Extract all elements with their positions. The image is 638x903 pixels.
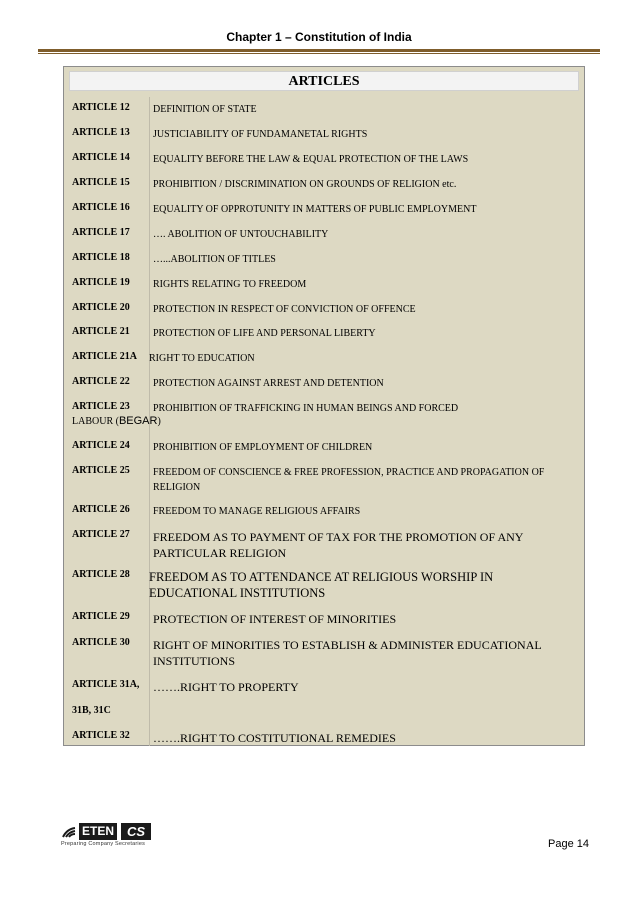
article-number: ARTICLE 14 <box>72 152 130 163</box>
article-description: RIGHT OF MINORITIES TO ESTABLISH & ADMINISTER EDUCATIONAL INSTITUTIONS <box>153 638 542 668</box>
article-description: FREEDOM AS TO ATTENDANCE AT RELIGIOUS WORSHIP IN EDUCATIONAL INSTITUTIONS <box>149 570 494 600</box>
article-number: ARTICLE 24 <box>72 440 130 451</box>
article-number: ARTICLE 21 <box>72 326 130 337</box>
article-description: …….RIGHT TO PROPERTY <box>153 680 299 694</box>
article-description-continued <box>72 415 161 427</box>
logo-tagline: Preparing Company Secretaries <box>61 841 146 847</box>
article-description: JUSTICIABILITY OF FUNDAMANETAL RIGHTS <box>153 129 368 140</box>
article-description: PROTECTION AGAINST ARREST AND DETENTION <box>153 378 384 389</box>
article-description: …. ABOLITION OF UNTOUCHABILITY <box>153 229 329 240</box>
page-header-title: Chapter 1 – Constitution of India <box>226 30 412 44</box>
article-description: EQUALITY OF OPPROTUNITY IN MATTERS OF PUBLIC EMPLOYMENT <box>153 204 477 215</box>
article-description: PROHIBITION OF EMPLOYMENT OF CHILDREN <box>153 442 373 453</box>
article-number: ARTICLE 22 <box>72 376 130 387</box>
article-number: 31B, 31C <box>72 705 111 716</box>
article-number: ARTICLE 30 <box>72 637 130 648</box>
article-description: …...ABOLITION OF TITLES <box>153 254 276 265</box>
article-description: PROTECTION IN RESPECT OF CONVICTION OF OFFENCE <box>153 304 416 315</box>
header-rule <box>38 49 600 52</box>
article-number: ARTICLE 18 <box>72 252 130 263</box>
article-description: PROTECTION OF LIFE AND PERSONAL LIBERTY <box>153 328 376 339</box>
cont-suffix: ) <box>157 416 161 427</box>
logo-eten-text: ETEN <box>79 823 117 840</box>
article-number: ARTICLE 17 <box>72 227 130 238</box>
article-number: ARTICLE 25 <box>72 465 130 476</box>
article-description: RIGHT TO EDUCATION <box>149 353 255 364</box>
article-number: ARTICLE 26 <box>72 504 130 515</box>
article-number: ARTICLE 13 <box>72 127 130 138</box>
article-number: ARTICLE 31A, <box>72 679 140 690</box>
article-number: ARTICLE 20 <box>72 302 130 313</box>
article-description: PROHIBITION OF TRAFFICKING IN HUMAN BEINGS AND FORCED <box>153 403 459 414</box>
articles-box-title: ARTICLES <box>69 71 579 91</box>
article-number: ARTICLE 21A <box>72 351 137 362</box>
article-number: ARTICLE 27 <box>72 529 130 540</box>
article-description: FREEDOM TO MANAGE RELIGIOUS AFFAIRS <box>153 506 361 517</box>
article-description: FREEDOM OF CONSCIENCE & FREE PROFESSION, PRACTICE AND PROPAGATION OF RELIGION <box>153 467 545 493</box>
article-number: ARTICLE 15 <box>72 177 130 188</box>
article-description: DEFINITION OF STATE <box>153 104 257 115</box>
begar-word: BEGAR <box>118 415 158 427</box>
article-description: FREEDOM AS TO PAYMENT OF TAX FOR THE PROMOTION OF ANY PARTICULAR RELIGION <box>153 530 524 560</box>
article-description: RIGHTS RELATING TO FREEDOM <box>153 279 307 290</box>
header-rule-thin <box>38 53 600 54</box>
article-number: ARTICLE 12 <box>72 102 130 113</box>
article-description: EQUALITY BEFORE THE LAW & EQUAL PROTECTION OF THE LAWS <box>153 154 469 165</box>
article-number: ARTICLE 28 <box>72 569 130 580</box>
cont-prefix: LABOUR ( <box>72 416 119 427</box>
logo-cs-text: CS <box>121 823 151 840</box>
article-description: PROHIBITION / DISCRIMINATION ON GROUNDS OF RELIGION etc. <box>153 179 457 190</box>
article-number: ARTICLE 29 <box>72 611 130 622</box>
article-number: ARTICLE 19 <box>72 277 130 288</box>
eten-cs-logo <box>61 823 153 849</box>
page-number: Page 14 <box>548 838 589 850</box>
article-number: ARTICLE 23 <box>72 401 130 412</box>
article-number: ARTICLE 32 <box>72 730 130 741</box>
article-description: …….RIGHT TO COSTITUTIONAL REMEDIES <box>153 731 396 745</box>
article-number: ARTICLE 16 <box>72 202 130 213</box>
article-description: PROTECTION OF INTEREST OF MINORITIES <box>153 612 397 626</box>
